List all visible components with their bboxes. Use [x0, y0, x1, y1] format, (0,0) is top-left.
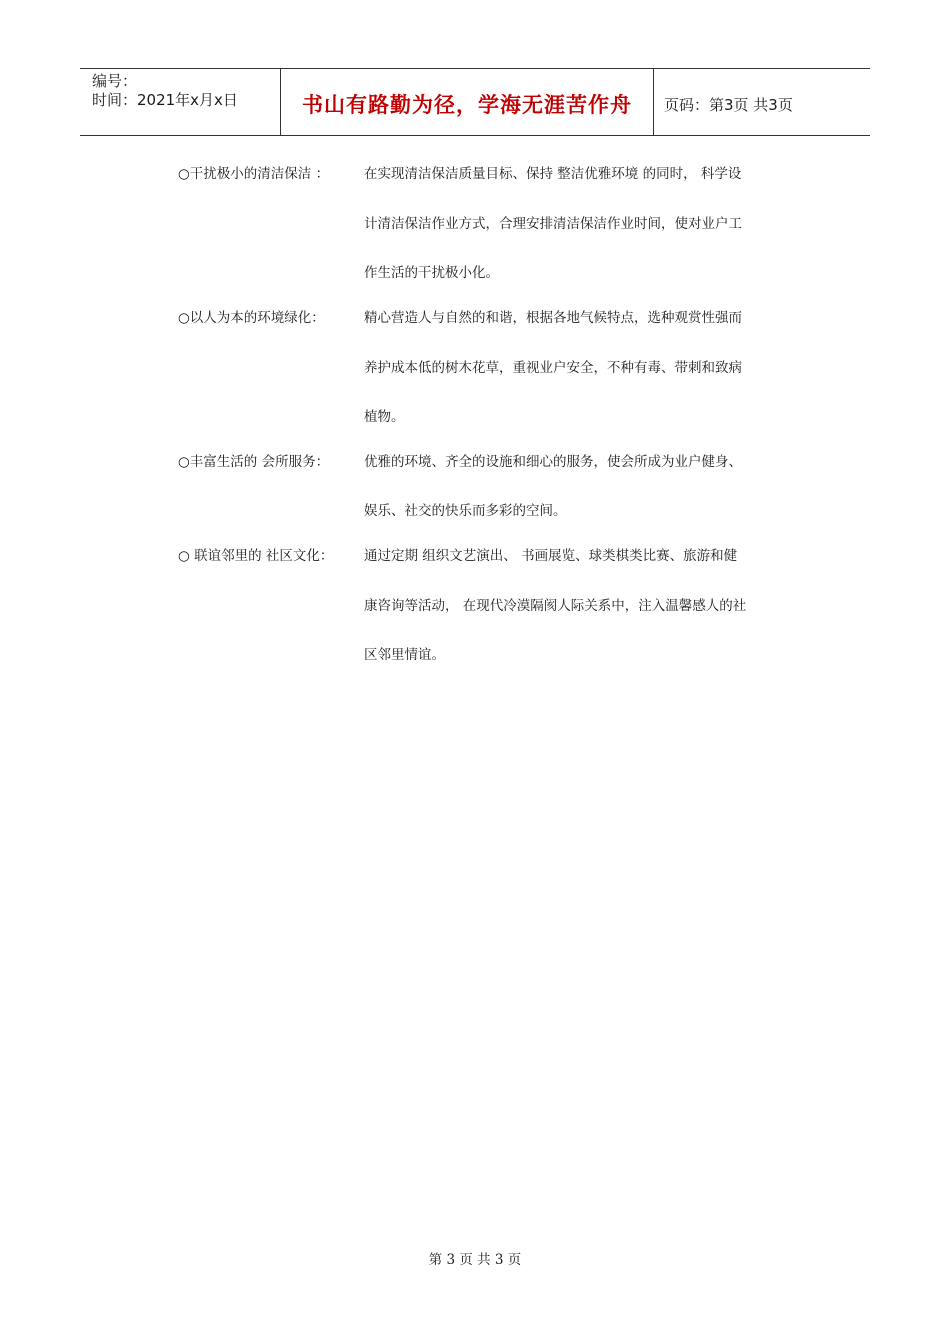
item-text-line: 康咨询等活动， 在现代冷漠隔阂人际关系中，注入温馨感人的社: [364, 598, 747, 614]
item-text-line: 作生活的干扰极小化。: [364, 265, 499, 281]
item-text-line: 精心营造人与自然的和谐，根据各地气候特点，选种观赏性强而: [364, 310, 742, 326]
item-label: ○ 联谊邻里的 社区文化：: [178, 548, 334, 564]
item-text-line: 娱乐、社交的快乐而多彩的空间。: [364, 503, 567, 519]
item-text-line: 通过定期 组织文艺演出、 书画展览、球类棋类比赛、旅游和健: [364, 548, 738, 564]
header-slogan-cell: [281, 69, 654, 135]
item-label: ○以人为本的环境绿化：: [178, 310, 325, 326]
time-label: 时间：2021年x月x日: [92, 91, 238, 109]
item-text-line: 优雅的环境、齐全的设施和细心的服务，使会所成为业户健身、: [364, 454, 742, 470]
number-label: 编号：: [92, 72, 138, 90]
header-page-cell: [654, 69, 870, 135]
header-meta-cell: [80, 69, 281, 135]
item-text-line: 植物。: [364, 409, 405, 425]
item-label: ○丰富生活的 会所服务：: [178, 454, 330, 470]
item-text-line: 计清洁保洁作业方式，合理安排清洁保洁作业时间，使对业户工: [364, 216, 742, 232]
item-label: ○干扰极小的清洁保洁 ：: [178, 166, 330, 182]
item-text-line: 养护成本低的树木花草，重视业户安全，不种有毒、带刺和致病: [364, 360, 742, 376]
page-footer: 第 3 页 共 3 页: [428, 1252, 522, 1268]
slogan: 书山有路勤为径，学海无涯苦作舟: [302, 93, 632, 117]
item-text-line: 区邻里情谊。: [364, 647, 445, 663]
item-text-line: 在实现清洁保洁质量目标、保持 整洁优雅环境 的同时， 科学设: [364, 166, 742, 182]
page-info: 页码：第3页 共3页: [664, 95, 793, 114]
page-header: [80, 68, 870, 136]
